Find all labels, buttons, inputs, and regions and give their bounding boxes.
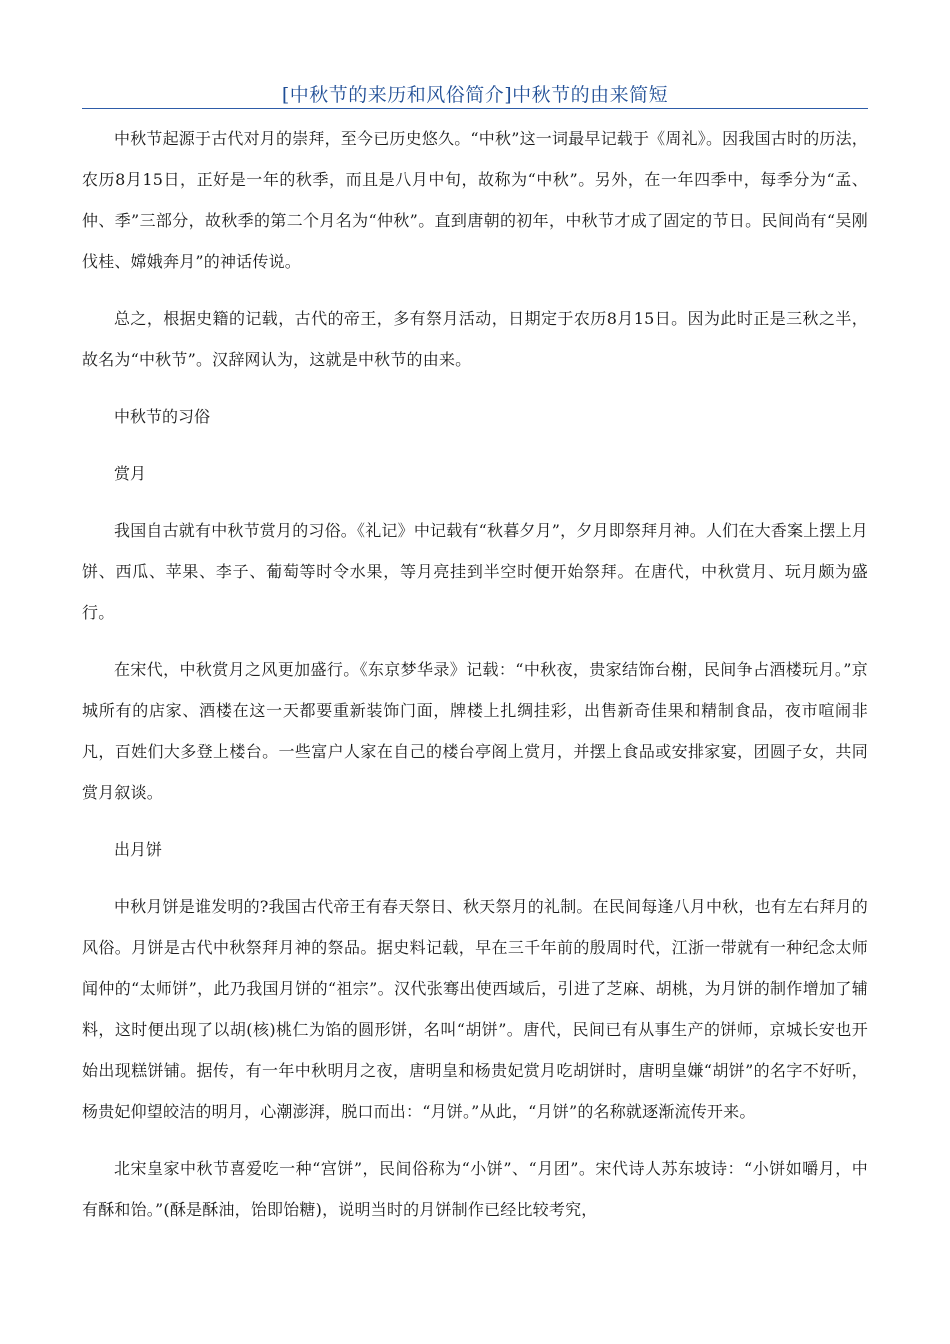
- section-heading-mooncakes: 出月饼: [114, 840, 163, 859]
- paragraph-mooncake-origin: 中秋月饼是谁发明的?我国古代帝王有春天祭日、秋天祭月的礼制。在民间每逢八月中秋，也有左右拜月的风俗。月饼是古代中秋祭拜月神的祭品。据史料记载，早在三千年前的殷周时代，江浙一带就有一种纪念太师闻仲的“太师饼”，此乃我国月饼的“祖宗”。汉代张骞出使西域后，引进了芝麻、胡桃，为月饼的制作增加了辅料，这时便出现了以胡(核)桃仁为馅的圆形饼，名叫“胡饼”。唐代，民间已有从事生产的饼师，京城长安也开始出现糕饼铺。据传，有一年中秋明月之夜，唐明皇和杨贵妃赏月吃胡饼时，唐明皇嫌“胡饼”的名字不好听，杨贵妃仰望皎洁的明月，心潮澎湃，脱口而出：“月饼。”从此，“月饼”的名称就逐渐流传开来。: [82, 897, 868, 1121]
- document-body: [82, 118, 868, 1246]
- section-heading-customs: 中秋节的习俗: [114, 407, 211, 426]
- title-underline: [82, 108, 868, 109]
- paragraph-origin: 中秋节起源于古代对月的崇拜，至今已历史悠久。“中秋”这一词最早记载于《周礼》。因我国古时的历法，农历8月15日，正好是一年的秋季，而且是八月中旬，故称为“中秋”。另外，在一年四季中，每季分为“孟、仲、季”三部分，故秋季的第二个月名为“仲秋”。直到唐朝的初年，中秋节才成了固定的节日。民间尚有“吴刚伐桂、嫦娥奔月”的神话传说。: [82, 129, 868, 271]
- paragraph-moon-viewing: 我国自古就有中秋节赏月的习俗。《礼记》中记载有“秋暮夕月”，夕月即祭拜月神。人们在大香案上摆上月饼、西瓜、苹果、李子、葡萄等时令水果，等月亮挂到半空时便开始祭拜。在唐代，中秋赏月、玩月颇为盛行。: [82, 521, 868, 622]
- paragraph-song-dynasty: 在宋代，中秋赏月之风更加盛行。《东京梦华录》记载：“中秋夜，贵家结饰台榭，民间争占酒楼玩月。”京城所有的店家、酒楼在这一天都要重新装饰门面，牌楼上扎绸挂彩，出售新奇佳果和精制食品，夜市喧闹非凡，百姓们大多登上楼台。一些富户人家在自己的楼台亭阁上赏月，并摆上食品或安排家宴，团圆子女，共同赏月叙谈。: [82, 660, 868, 802]
- paragraph-summary: 总之，根据史籍的记载，古代的帝王，多有祭月活动，日期定于农历8月15日。因为此时正是三秋之半，故名为“中秋节”。汉辞网认为，这就是中秋节的由来。: [82, 309, 868, 369]
- page-title: [中秋节的来历和风俗简介]中秋节的由来简短: [281, 84, 669, 106]
- paragraph-northern-song: 北宋皇家中秋节喜爱吃一种“宫饼”，民间俗称为“小饼”、“月团”。宋代诗人苏东坡诗：“小饼如嚼月，中有酥和饴。”(酥是酥油，饴即饴糖)，说明当时的月饼制作已经比较考究，: [82, 1159, 868, 1219]
- section-heading-moon-viewing: 赏月: [114, 464, 147, 483]
